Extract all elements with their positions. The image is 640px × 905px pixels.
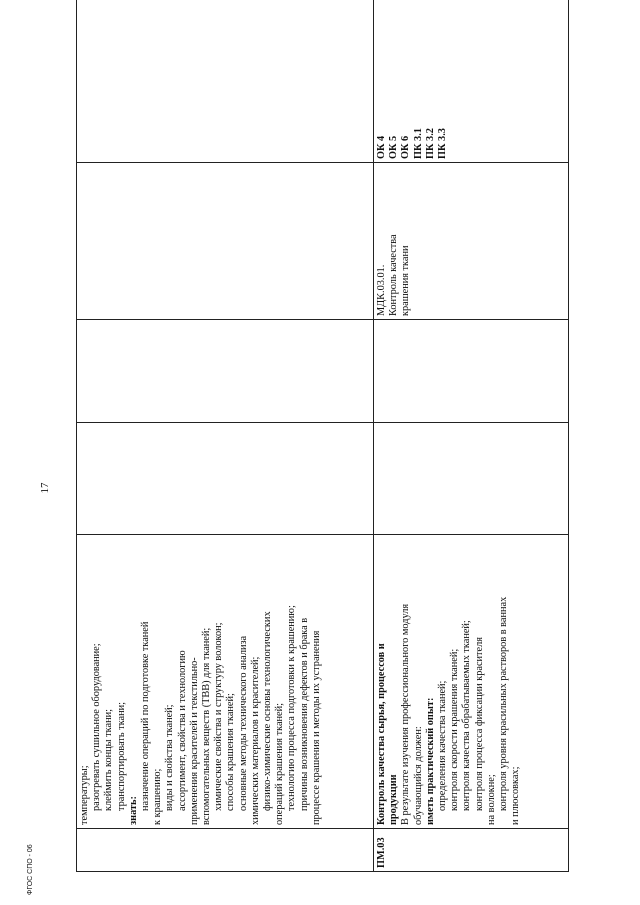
competency-code: ПК 3.2 — [424, 128, 436, 159]
text-line: определения качества тканей; — [437, 680, 449, 811]
text-line: контроля качества обрабатываемых тканей; — [461, 620, 473, 811]
text-line: вспомогательных веществ (ТВВ) для тканей; — [201, 627, 213, 825]
page-number: 17 — [39, 482, 51, 494]
text-line: способы крашения тканей; — [225, 693, 237, 811]
mdk-cell — [374, 163, 569, 320]
module-content-cell — [77, 535, 374, 829]
text-line: транспортировать ткани; — [115, 701, 127, 811]
competency-code: ОК 5 — [388, 135, 400, 159]
competency-code: ОК 4 — [376, 135, 387, 159]
hours-total-cell — [77, 423, 374, 535]
text-line: виды и свойства тканей; — [164, 704, 176, 811]
text-line: химические свойства и структуру волокон; — [213, 622, 225, 811]
mdk-cell — [77, 163, 374, 320]
text-line: температуры; — [79, 765, 90, 825]
text-line: знать: — [127, 796, 139, 825]
mdk-line: крашения ткани — [400, 245, 412, 316]
competency-code: ПК 3.1 — [412, 128, 424, 159]
module-code-cell — [77, 829, 374, 872]
text-line: клеймить концы ткани; — [103, 709, 115, 811]
text-line: контроля процесса фиксации красителя — [473, 637, 485, 811]
text-line: причины возникновения дефектов и брака в — [298, 617, 310, 811]
text-line: применения красителей и текстильно- — [188, 657, 200, 825]
text-line: контроля скорости крашения тканей; — [449, 648, 461, 811]
hours-mandatory-cell — [374, 320, 569, 423]
footer-text: ФГОС СПО - 06 — [27, 844, 34, 895]
competency-code: ПК 3.3 — [437, 128, 449, 159]
text-line: назначение операций по подготовке тканей — [140, 621, 152, 811]
table-row — [374, 0, 569, 872]
hours-total-cell — [374, 423, 569, 535]
mdk-line: Контроль качества — [388, 234, 400, 316]
competencies-cell — [374, 0, 569, 163]
text-line: операций крашения тканей; — [274, 703, 286, 825]
text-line: контроля уровня красильных растворов в ваннах — [498, 596, 510, 811]
hours-mandatory-cell — [77, 320, 374, 423]
text-line: процессе крашения и методы их устранения — [310, 630, 322, 825]
text-line: Контроль качества сырья, процессов и — [376, 643, 387, 825]
text-line: разогревать сушильное оборудование; — [91, 643, 103, 811]
standards-table-sheet — [76, 37, 564, 872]
text-line: и плюсовках; — [510, 766, 522, 825]
table-row — [77, 0, 374, 872]
competency-code: ОК 6 — [400, 135, 412, 159]
text-line: иметь практический опыт: — [424, 697, 436, 825]
curriculum-table — [76, 0, 569, 872]
text-line: физико-химические основы технологических — [262, 611, 274, 811]
text-line: технологию процесса подготовки к крашению; — [286, 605, 298, 811]
mdk-line: МДК.03.01. — [376, 264, 387, 316]
text-line: химических материалов и красителей; — [249, 656, 261, 825]
module-code-cell: ПМ.03 — [374, 829, 569, 872]
competencies-cell — [77, 0, 374, 163]
text-line: ассортимент, свойства и технологию — [176, 650, 188, 811]
text-line: В результате изучения профессионального модуля — [400, 603, 412, 825]
text-line: к крашению; — [152, 768, 164, 825]
text-line: продукции — [388, 774, 400, 825]
rotated-table-frame — [76, 37, 564, 872]
module-content-cell — [374, 535, 569, 829]
text-line: обучающийся должен: — [412, 726, 424, 825]
text-line: основные методы технического анализа — [237, 635, 249, 811]
text-line: на волокне; — [485, 774, 497, 825]
